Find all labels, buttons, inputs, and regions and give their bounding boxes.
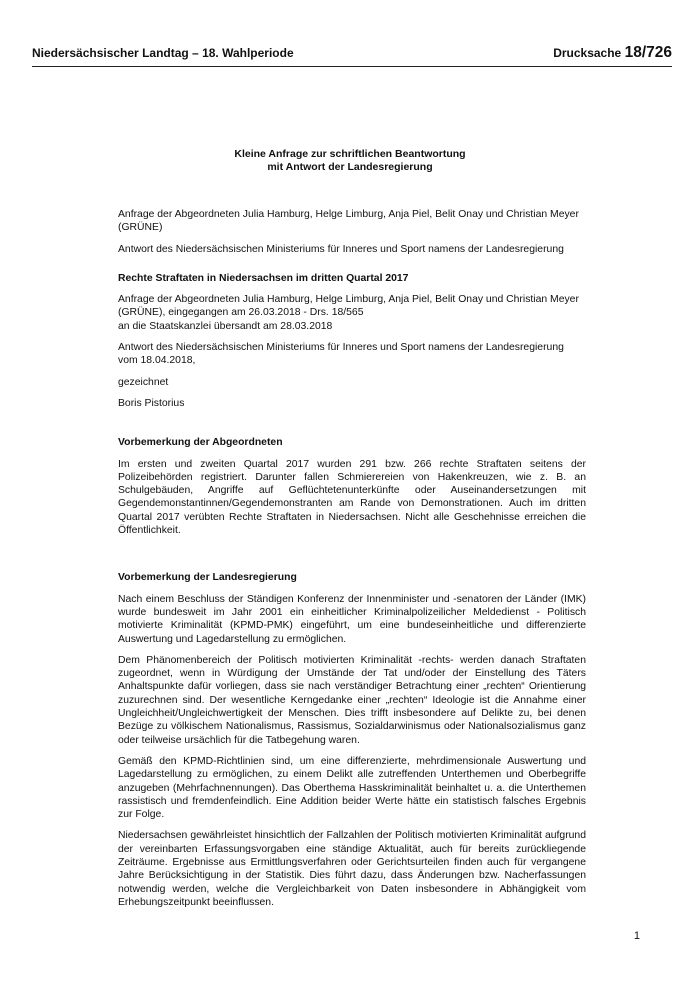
- page-header: [32, 44, 672, 67]
- paragraph-vorbemerkung-abgeordnete: Im ersten und zweiten Quartal 2017 wurden 291 bzw. 266 rechte Straftaten seitens der Polizeibehörden registriert. Darunter fallen Schmierereien von Hakenkreuzen, wie z. B. an Schulgebäuden, Angriffe auf Geflüchtetenunterkünfte oder Auseinandersetzungen mit Gegendemonstantinnen/Gegendemonstranten am Rande von Demonstrationen. Auch im dritten Quartal 2017 verübten Rechte Straftaten in Niedersachsen. Nicht alle Geschehnisse erreichen die Öffentlichkeit.: [118, 458, 586, 537]
- title-line-1: Kleine Anfrage zur schriftlichen Beantwortung: [234, 148, 466, 160]
- title-line-2: mit Antwort der Landesregierung: [267, 161, 433, 173]
- answer-date: Antwort des Niedersächsischen Ministeriums für Inneres und Sport namens der Landesregierung vom 18.04.2018,: [118, 342, 564, 367]
- intro-answer: Antwort des Niedersächsischen Ministeriums für Inneres und Sport namens der Landesregierung: [118, 243, 564, 255]
- submission-line-1: Anfrage der Abgeordneten Julia Hamburg, Helge Limburg, Anja Piel, Belit Onay und Christian Meyer (GRÜNE), eingegangen am 26.03.2018 - Drs. 18/565: [118, 294, 579, 319]
- drucksache-label: [553, 44, 672, 62]
- signed-label: gezeichnet: [118, 376, 169, 388]
- drucksache-prefix: Drucksache: [553, 46, 622, 60]
- intro-inquiry: Anfrage der Abgeordneten Julia Hamburg, Helge Limburg, Anja Piel, Belit Onay und Christian Meyer (GRÜNE): [118, 209, 579, 234]
- drucksache-number: 18/726: [624, 44, 672, 61]
- document-body: [118, 208, 586, 917]
- signer-name: Boris Pistorius: [118, 397, 185, 409]
- submission-line-2: an die Staatskanzlei übersandt am 28.03.2018: [118, 320, 333, 332]
- parliament-label: Niedersächsischer Landtag – 18. Wahlperiode: [32, 46, 294, 60]
- document-title: [0, 148, 700, 174]
- paragraph-landesregierung-1: Nach einem Beschluss der Ständigen Konferenz der Innenminister und -senatoren der Länder (IMK) wurde bundesweit im Jahr 2001 ein einheitlicher Kriminalpolizeilicher Meldedienst - Politisch motivierte Kriminalität (KPMD-PMK) eingeführt, um eine bundeseinheitliche und differenzierte Auswertung und Lagedarstellung zu ermöglichen.: [118, 593, 586, 645]
- heading-vorbemerkung-landesregierung: Vorbemerkung der Landesregierung: [118, 572, 297, 584]
- heading-vorbemerkung-abgeordnete: Vorbemerkung der Abgeordneten: [118, 437, 283, 449]
- page-number: 1: [633, 930, 640, 942]
- paragraph-landesregierung-2: Dem Phänomenbereich der Politisch motivierten Kriminalität -rechts- werden danach Straftaten zugeordnet, wenn in Würdigung der Umstände der Tat und/oder der Einstellung des Täters Anhaltspunkte dafür vorliegen, dass sie nach verständiger Betrachtung einer „rechten“ Orientierung zuzurechnen sind. Der wesentliche Kerngedanke einer „rechten“ Ideologie ist die Annahme einer Ungleichheit/Ungleichwertigkeit der Menschen. Dies trifft insbesondere auf Delikte zu, bei denen Bezüge zu völkischem Nationalismus, Rassismus, Sozialdarwinismus oder Nationalsozialismus ganz oder teilweise ursächlich für die Tatbegehung waren.: [118, 654, 586, 746]
- paragraph-landesregierung-4: Niedersachsen gewährleistet hinsichtlich der Fallzahlen der Politisch motivierten Kriminalität aufgrund der vereinbarten Erfassungsvorgaben eine ständige Aktualität, auch für bereits zurückliegende Zeiträume. Ergebnisse aus Ermittlungsverfahren oder Gerichtsurteilen finden auch für vergangene Jahre Berücksichtigung in der Statistik. Dies führt dazu, dass Änderungen bzw. Nacherfassungen notwendig werden, welche die Vergleichbarkeit von Daten insbesondere in Abhängigkeit vom Erhebungszeitpunkt beeinflussen.: [118, 830, 586, 908]
- subject-heading: Rechte Straftaten in Niedersachsen im dritten Quartal 2017: [118, 272, 409, 284]
- paragraph-landesregierung-3: Gemäß den KPMD-Richtlinien sind, um eine differenzierte, mehrdimensionale Auswertung und Lagedarstellung zu ermöglichen, zu einem Delikt alle zutreffenden Unterthemen und Oberbegriffe anzugeben (Mehrfachnennungen). Das Oberthema Hasskriminalität beinhaltet u. a. die Unterthemen rassistisch und fremdenfeindlich. Eine Addition beider Werte hätte ein statistisch falsches Ergebnis zur Folge.: [118, 755, 586, 821]
